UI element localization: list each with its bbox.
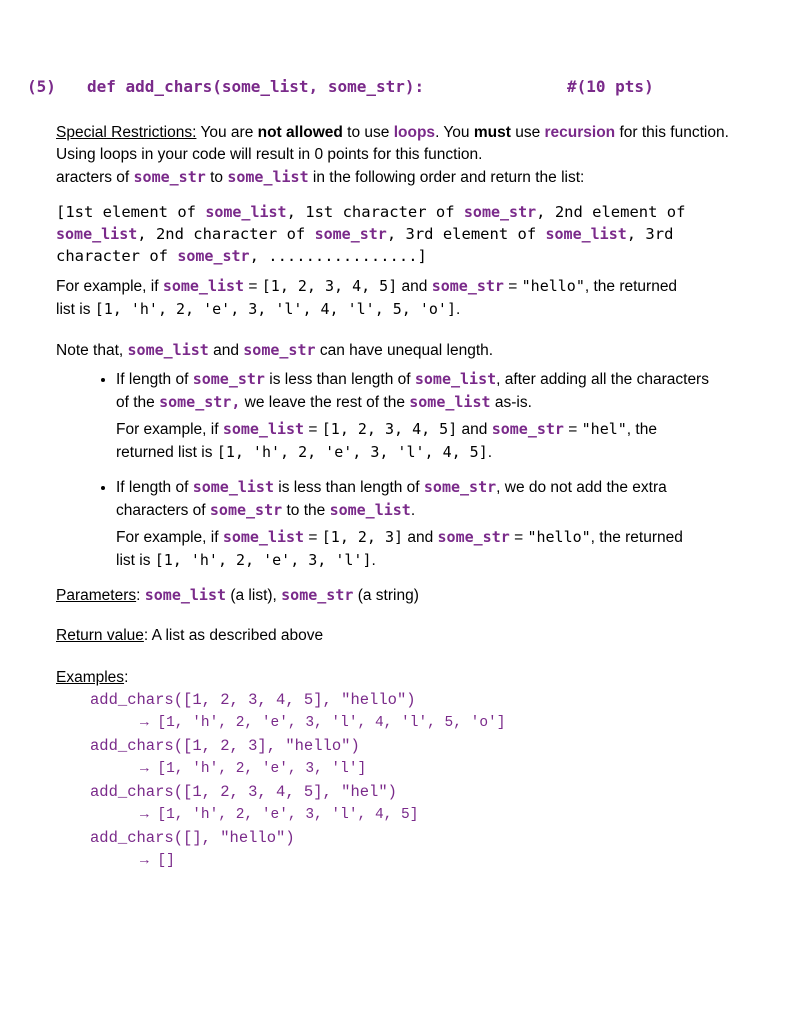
arrow-icon: → xyxy=(140,853,149,869)
cases-list xyxy=(56,368,786,572)
order-description: [1st element of some_list, 1st character of some_str, 2nd element of some_list, 2nd character of some_str, 3rd element of some_list, 3rd character of some_str, ................] xyxy=(56,203,686,265)
arrow-icon: → xyxy=(140,761,149,777)
question-number: (5) xyxy=(27,77,56,96)
question-body xyxy=(56,122,786,873)
example-result: → [1, 'h', 2, 'e', 3, 'l', 4, 5] xyxy=(140,807,419,823)
example-call: add_chars([], "hello") xyxy=(90,829,295,847)
points-label: #(10 pts) xyxy=(567,77,654,96)
example-call: add_chars([1, 2, 3, 4, 5], "hel") xyxy=(90,783,397,801)
examples-label: Examples: xyxy=(56,669,129,686)
main-example: For example, if some_list = [1, 2, 3, 4, 5] and some_str = "hello", the returned list is [1, 'h', 2, 'e', 3, 'l', 4, 'l', 5, 'o']. xyxy=(56,277,678,318)
arrow-icon: → xyxy=(140,715,149,731)
example-call: add_chars([1, 2, 3], "hello") xyxy=(90,737,360,755)
return-value: Return value: A list as described above xyxy=(56,627,324,644)
example-result: → [1, 'h', 2, 'e', 3, 'l', 4, 'l', 5, 'o'] xyxy=(140,715,506,731)
parameters: Parameters: some_list (a list), some_str (a string) xyxy=(56,586,419,604)
special-restrictions: Special Restrictions: You are not allowed to use loops. You must use recursion for this function. Using loops in your code will result in 0 points for this function. aracters of some_str to some_list in the following order and return the list: xyxy=(56,124,729,186)
arrow-icon: → xyxy=(140,807,149,823)
examples-block xyxy=(56,689,786,873)
example-result: → [] xyxy=(140,853,175,869)
function-signature: def add_chars(some_list, some_str): xyxy=(87,77,425,96)
example-call: add_chars([1, 2, 3, 4, 5], "hello") xyxy=(90,691,416,709)
list-item: • If length of some_list is less than length of some_str, we do not add the extra characters of some_str to the some_list. For example, if some_list = [1, 2, 3] and some_str = "hello", the returned list is [1, 'h', 2, 'e', 3, 'l']. xyxy=(116,476,786,572)
example-result: → [1, 'h', 2, 'e', 3, 'l'] xyxy=(140,761,367,777)
note-unequal-length: Note that, some_list and some_str can have unequal length. xyxy=(56,341,494,359)
list-item: • If length of some_str is less than length of some_list, after adding all the characters of the some_str, we leave the rest of the some_list as-is. For example, if some_list = [1, 2, 3, 4, 5] and some_str = "hel", the returned list is [1, 'h', 2, 'e', 3, 'l', 4, 5]. xyxy=(116,368,786,464)
